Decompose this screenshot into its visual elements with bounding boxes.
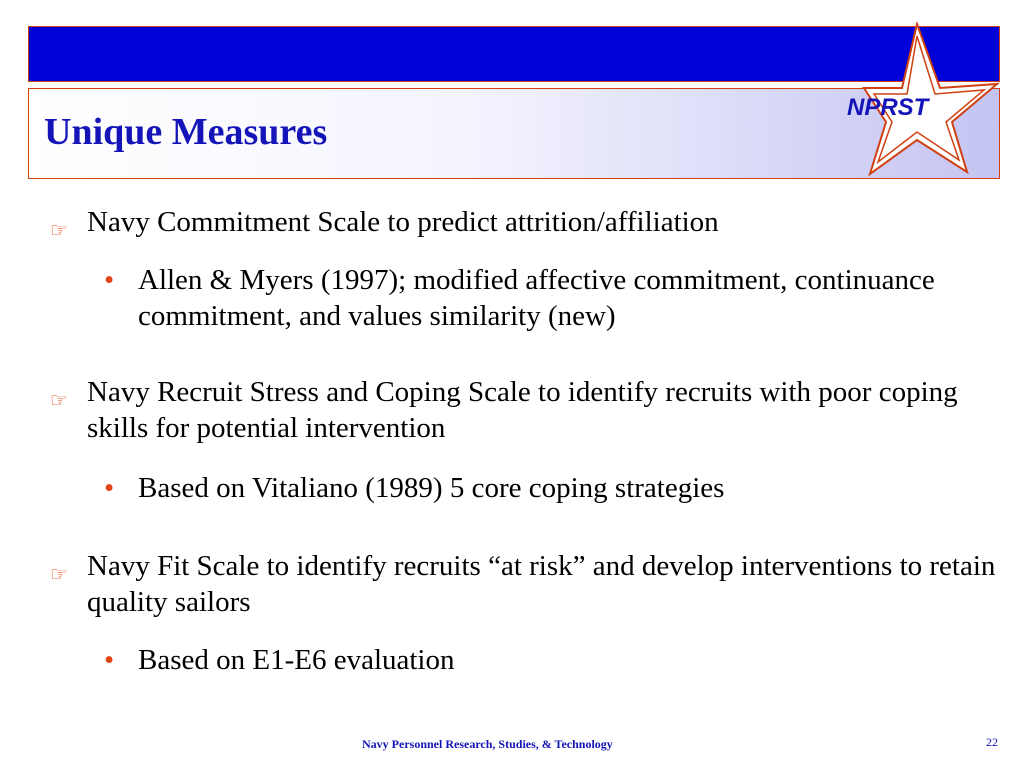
sub-bullet-dot: • xyxy=(104,472,115,504)
sub-bullet-dot: • xyxy=(104,264,115,296)
bullet-text: Navy Recruit Stress and Coping Scale to identify recruits with poor coping skills for potential intervention xyxy=(87,376,958,444)
header-banner xyxy=(28,26,1000,82)
sub-bullet-text: Based on Vitaliano (1989) 5 core coping strategies xyxy=(138,472,725,504)
hand-pointer-icon: ☞ xyxy=(50,388,68,412)
hand-pointer-icon: ☞ xyxy=(50,562,68,586)
bullet-text: Navy Commitment Scale to predict attrition/affiliation xyxy=(87,206,719,238)
hand-pointer-icon: ☞ xyxy=(50,218,68,242)
sub-bullet-text: Allen & Myers (1997); modified affective commitment, continuance commitment, and values similarity (new) xyxy=(138,264,935,332)
sub-bullet-dot: • xyxy=(104,644,115,676)
page-number: 22 xyxy=(986,735,998,749)
bullet-text: Navy Fit Scale to identify recruits “at risk” and develop interventions to retain quality sailors xyxy=(87,550,996,618)
footer-text: Navy Personnel Research, Studies, & Technology xyxy=(362,737,613,751)
page-title: Unique Measures xyxy=(44,111,328,153)
logo-text: NPRST xyxy=(847,94,929,121)
sub-bullet-text: Based on E1-E6 evaluation xyxy=(138,644,455,676)
